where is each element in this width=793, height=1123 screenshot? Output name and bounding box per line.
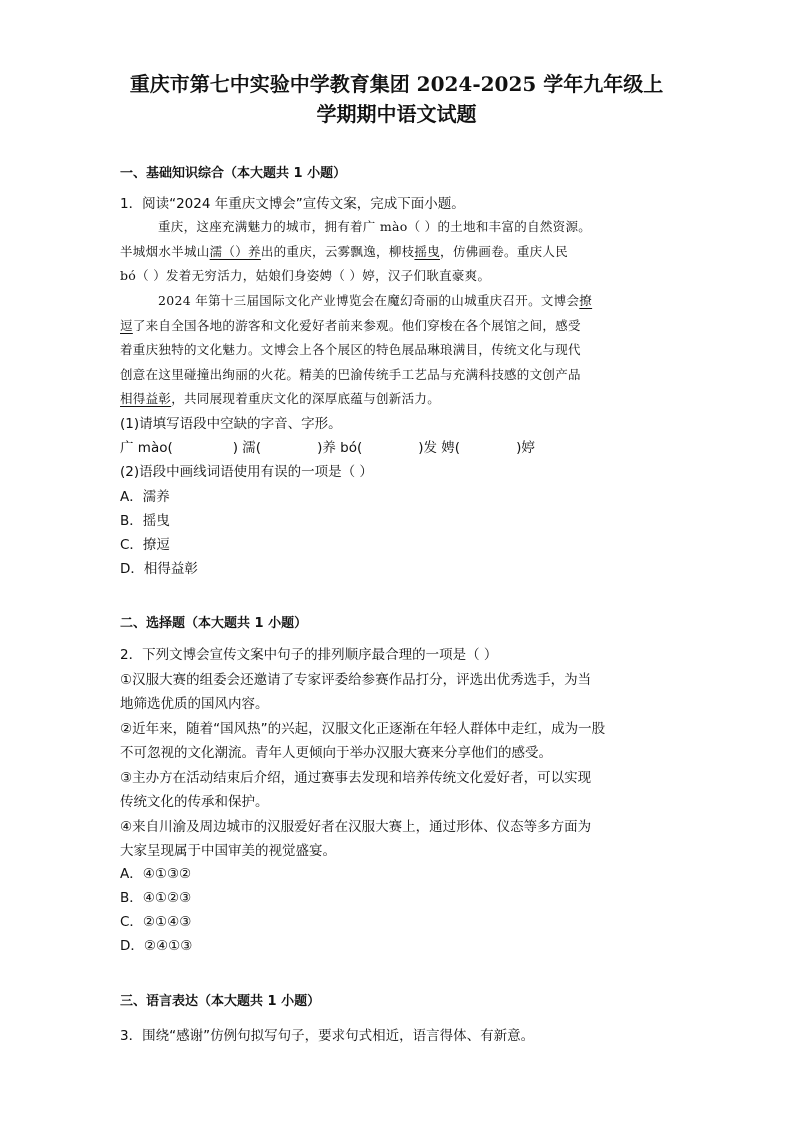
- sentence-line: ①汉服大赛的组委会还邀请了专家评委给参赛作品打分，评选出优秀选手，为当: [120, 672, 592, 688]
- underlined-word-liao: 撩: [579, 293, 593, 308]
- passage-text: 2024 年第十三届国际文化产业博览会在魔幻奇丽的山城重庆召开。文博会: [158, 293, 580, 308]
- option-b[interactable]: B．摇曳: [120, 513, 170, 529]
- question2-text: 2．下列文博会宣传文案中句子的排列顺序最合理的一项是（ ）: [120, 647, 498, 663]
- fill-part-d: )发 娉(: [418, 440, 461, 456]
- page-title-line2: 学期期中语文试题: [316, 102, 477, 126]
- sentence-line: ②近年来，随着“国风热”的兴起，汉服文化正逐渐在年轻人群体中走红，成为一股: [120, 721, 606, 737]
- sentence-line: ④来自川渝及周边城市的汉服爱好者在汉服大赛上，通过形体、仪态等多方面为: [120, 819, 592, 835]
- section3-heading: 三、语言表达（本大题共 1 小题）: [120, 994, 321, 1009]
- passage-text: 了来自全国各地的游客和文化爱好者前来参观。他们穿梭在各个展馆之间，感受: [132, 318, 581, 333]
- subquestion2: (2)语段中画线词语使用有误的一项是（ ）: [120, 464, 373, 480]
- option-c[interactable]: C．撩逗: [120, 537, 170, 553]
- option-b[interactable]: B．④①②③: [120, 890, 192, 906]
- underlined-word-ruyang: 濡（）养: [209, 244, 261, 259]
- passage-p2-line1: [158, 291, 592, 309]
- sentence-line: 地筛选优质的国风内容。: [120, 696, 269, 712]
- question3-text: 3．围绕“感谢”仿例句拟写句子，要求句式相近，语言得体、有新意。: [120, 1028, 535, 1044]
- sentence-line: 不可忽视的文化潮流。青年人更倾向于举办汉服大赛来分享他们的感受。: [120, 745, 552, 761]
- fill-blank-line: [120, 436, 535, 456]
- section2-heading: 二、选择题（本大题共 1 小题）: [120, 616, 308, 631]
- passage-p1-line2: [120, 242, 568, 260]
- passage-p2-line5: [120, 389, 440, 407]
- underlined-word-dou: 逗: [120, 318, 133, 333]
- option-d[interactable]: D．相得益彰: [120, 561, 198, 577]
- passage-p2-line3: 着重庆独特的文化魅力。文博会上各个展区的特色展品琳琅满目，传统文化与现代: [120, 342, 581, 357]
- page-title-line1: 重庆市第七中实验中学教育集团 2024-2025 学年九年级上: [129, 72, 664, 96]
- fill-part-e: )婷: [516, 440, 535, 456]
- option-a[interactable]: A．濡养: [120, 489, 170, 505]
- passage-text: ，共同展现着重庆文化的深厚底蕴与创新活力。: [171, 391, 441, 406]
- passage-p2-line4: 创意在这里碰撞出绚丽的火花。精美的巴渝传统手工艺品与充满科技感的文创产品: [120, 367, 581, 382]
- sentence-line: 大家呈现属于中国审美的视觉盛宴。: [120, 843, 336, 859]
- fill-part-c: )养 bó(: [317, 440, 363, 456]
- passage-p2-line2: [120, 316, 581, 334]
- passage-text: ，仿佛画卷。重庆人民: [440, 244, 569, 259]
- sentence-line: ③主办方在活动结束后介绍，通过赛事去发现和培养传统文化爱好者，可以实现: [120, 770, 592, 786]
- underlined-word-xiangdeyizhang: 相得益彰: [120, 391, 172, 406]
- question1-intro: 1．阅读“2024 年重庆文博会”宣传文案，完成下面小题。: [120, 196, 465, 212]
- underlined-word-yaoye: 摇曳: [414, 244, 441, 259]
- option-c[interactable]: C．②①④③: [120, 914, 192, 930]
- sentence-line: 传统文化的传承和保护。: [120, 794, 269, 810]
- subquestion1: (1)请填写语段中空缺的字音、字形。: [120, 416, 342, 432]
- section1-heading: 一、基础知识综合（本大题共 1 小题）: [120, 166, 347, 181]
- fill-part-a: 广 mào(: [120, 440, 173, 456]
- fill-part-b: ) 濡(: [232, 440, 262, 456]
- option-d[interactable]: D．②④①③: [120, 938, 193, 954]
- passage-p1-line1: 重庆，这座充满魅力的城市，拥有着广 mào（ ）的土地和丰富的自然资源。: [158, 219, 592, 234]
- option-a[interactable]: A．④①③②: [120, 866, 192, 882]
- passage-p1-line3: bó（ ）发着无穷活力，姑娘们身姿娉（ ）婷，汉子们耿直豪爽。: [120, 268, 491, 283]
- passage-text: 半城烟水半城山: [120, 244, 210, 259]
- passage-text: 出的重庆，云雾飘逸，柳枝: [260, 244, 415, 259]
